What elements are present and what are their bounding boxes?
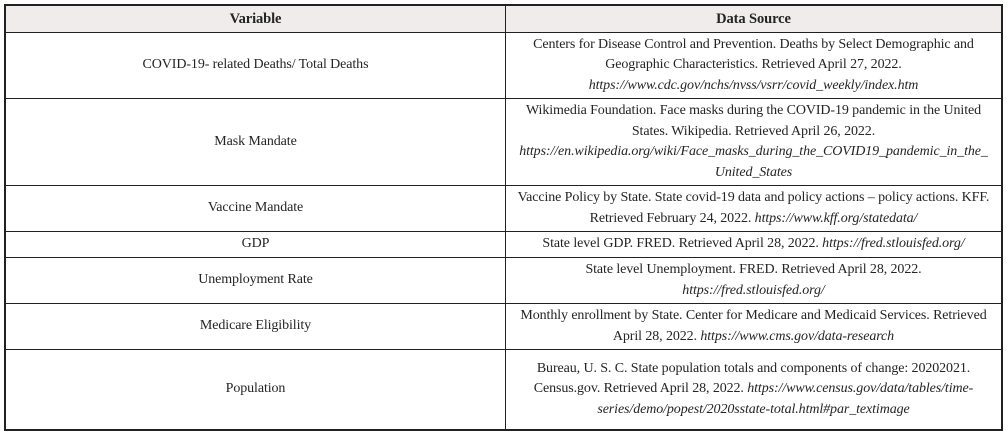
source-url: https://fred.stlouisfed.org/ — [682, 282, 825, 298]
source-url: https://www.cdc.gov/nchs/nvss/vsrr/covid_weekly/index.htm — [588, 77, 919, 93]
source-citation-text: State level Unemployment. FRED. Retrieved April 28, 2022. — [585, 262, 922, 277]
data-source-cell — [505, 99, 1002, 186]
source-url: https://en.wikipedia.org/wiki/Face_masks_during_the_COVID19_pandemic_in_the_United_States — [519, 144, 988, 180]
source-citation-text: Bureau, U. S. C. State population totals and components of change: 20202021. Census.gov. Retrieved April 28, 2022. — [533, 360, 971, 396]
table-row — [5, 258, 1002, 304]
source-url: https://www.kff.org/statedata/ — [754, 210, 918, 226]
data-source-cell — [505, 232, 1002, 258]
source-citation-text: Wikimedia Foundation. Face masks during the COVID-19 pandemic in the United States. Wikipedia. Retrieved April 26, 2022. — [525, 103, 981, 139]
column-header-data-source: Data Source — [505, 5, 1002, 32]
column-header-variable: Variable — [5, 5, 505, 32]
source-citation-text: State level GDP. FRED. Retrieved April 28, 2022. — [542, 236, 823, 252]
table-row — [5, 32, 1002, 99]
data-source-cell — [505, 258, 1002, 304]
table-row — [5, 304, 1002, 350]
source-url: https://www.census.gov/data/tables/time-series/demo/popest/2020sstate-total.html#par_textimage — [597, 381, 974, 417]
source-citation-text: Vaccine Policy by State. State covid-19 data and policy actions – policy actions. KFF. Retrieved February 24, 2022. — [517, 190, 990, 226]
source-url: https://fred.stlouisfed.org/ — [822, 236, 965, 252]
table-row — [5, 186, 1002, 232]
data-source-cell — [505, 186, 1002, 232]
variable-cell: Mask Mandate — [5, 99, 505, 186]
table-row — [5, 232, 1002, 258]
variable-cell: Medicare Eligibility — [5, 304, 505, 350]
source-citation-text: Monthly enrollment by State. Center for Medicare and Medicaid Services. Retrieved April 28, 2022. — [520, 308, 987, 344]
source-citation-text: Centers for Disease Control and Prevention. Deaths by Select Demographic and Geographic Characteristics. Retrieved April 27, 2022. — [533, 36, 974, 72]
table-row — [5, 99, 1002, 186]
variable-cell: Unemployment Rate — [5, 258, 505, 304]
data-source-cell — [505, 32, 1002, 99]
table-row — [5, 350, 1002, 430]
data-source-cell — [505, 304, 1002, 350]
variable-cell: COVID-19- related Deaths/ Total Deaths — [5, 32, 505, 99]
source-url: https://www.cms.gov/data-research — [700, 328, 895, 344]
data-sources-table — [4, 4, 1003, 431]
variable-cell: Vaccine Mandate — [5, 186, 505, 232]
data-source-cell — [505, 350, 1002, 430]
header-row — [5, 5, 1002, 32]
variable-cell: GDP — [5, 232, 505, 258]
variable-cell: Population — [5, 350, 505, 430]
